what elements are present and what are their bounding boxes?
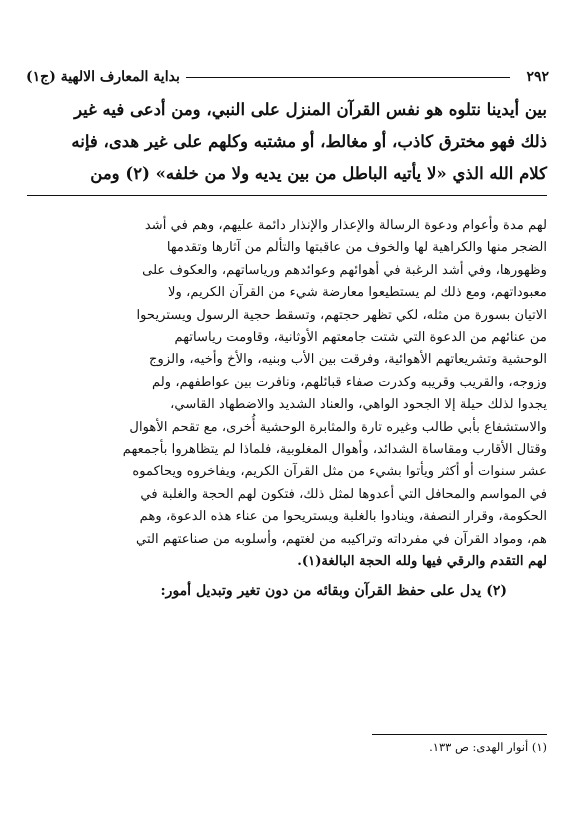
reference-note: (١) أنوار الهدى: ص ١٣٣. xyxy=(429,740,547,754)
footnote-line: معبوداتهم، ومع ذلك لم يستطيعوا معارضة شيء من القرآن الكريم، ولا xyxy=(168,285,547,301)
footnote-line: وزوجه، والقريب وقريبه وكدرت صفاء قبائلهم، ونافرت بين عواطفهم، ولم xyxy=(151,374,547,390)
main-text-line: ذلك فهو مخترق كاذب، أو مغالط، أو مشتبه وكلهم على غير هدى، فإنه xyxy=(71,132,547,151)
reference-separator xyxy=(372,734,547,735)
footnote-line: لهم التقدم والرقي فيها ولله الحجة البالغة(١). xyxy=(297,554,547,570)
running-title: بداية المعارف الالهية (ج١) xyxy=(26,69,180,85)
footnote-line: وقتال الأقارب ومقاساة الشدائد، وأهوال المغلوبية، فلماذا لم يتظاهروا بأجمعهم xyxy=(122,442,547,458)
footnote-line: والاستشفاع بأبي طالب وغيره تارة والمثابرة الوحشية أُخرى، مع تقحم الأهوال xyxy=(129,419,547,435)
footnote-line: الحكومة، وقرار النصفة، وينادوا بالغلبة ويستريحوا من عناء هذه الدعوة، وهم xyxy=(139,509,547,525)
footnote-separator xyxy=(27,195,547,196)
main-text xyxy=(27,94,547,190)
footnote-line: الضجر منها والكراهية لها والخوف من عاقبتها والتألم من آثارها وتقدمها xyxy=(166,240,547,256)
footnote-block xyxy=(29,215,547,602)
main-text-line: بين أيدينا نتلوه هو نفس القرآن المنزل على النبي، ومن أدعى فيه غير xyxy=(74,100,547,119)
footnote-line: في المواسم والمحافل التي أعدوها لمثل ذلك، فتكون لهم الحجة والغلبة في xyxy=(140,486,547,502)
header-rule xyxy=(186,77,511,78)
page-header xyxy=(26,66,549,88)
footnote-line: من عنائهم من الدعوة التي شتت جامعتهم الأوثانية، وقاومت رياساتهم xyxy=(174,330,547,346)
footnote-line: لهم مدة وأعوام ودعوة الرسالة والإعذار والإنذار دائمة عليهم، وهم في أشد xyxy=(144,218,547,233)
second-footnote: (٢) يدل على حفظ القرآن وبقائه من دون تغير وتبديل أمور: xyxy=(160,582,507,599)
footnote-line: يجدوا لذلك حيلة إلا الجحود الواهي، والعناد الشديد والاضطهاد القاسي، xyxy=(170,397,547,413)
page-number: ٢٩٢ xyxy=(526,69,549,85)
footnote-line: وظهورها، وفي أشد الرغبة في أهوائهم وعوائدهم ورياساتهم، والعكوف على xyxy=(142,262,547,278)
footnote-line: عشر سنوات أو أكثر ويأتوا بشيء من مثل القرآن الكريم، ويفاخروه ويحاكموه xyxy=(132,464,547,480)
main-text-line: كلام الله الذي «لا يأتيه الباطل من بين يديه ولا من خلفه» (٢) ومن xyxy=(90,164,547,183)
footnote-line: هم، ومواد القرآن في مفرداته وتراكيبه من لغتهم، وأسلوبه من صناعتهم التي xyxy=(136,531,547,547)
footnote-line: الاتيان بسورة من مثله، لكي تظهر حجتهم، وتسقط حجية الرسول ويستريحوا xyxy=(136,307,547,323)
footnote-line: الوحشية وتشريعاتهم الأهوائية، وفرقت بين الأب وبنيه، والأخ وأخيه، والزوج xyxy=(148,352,547,368)
